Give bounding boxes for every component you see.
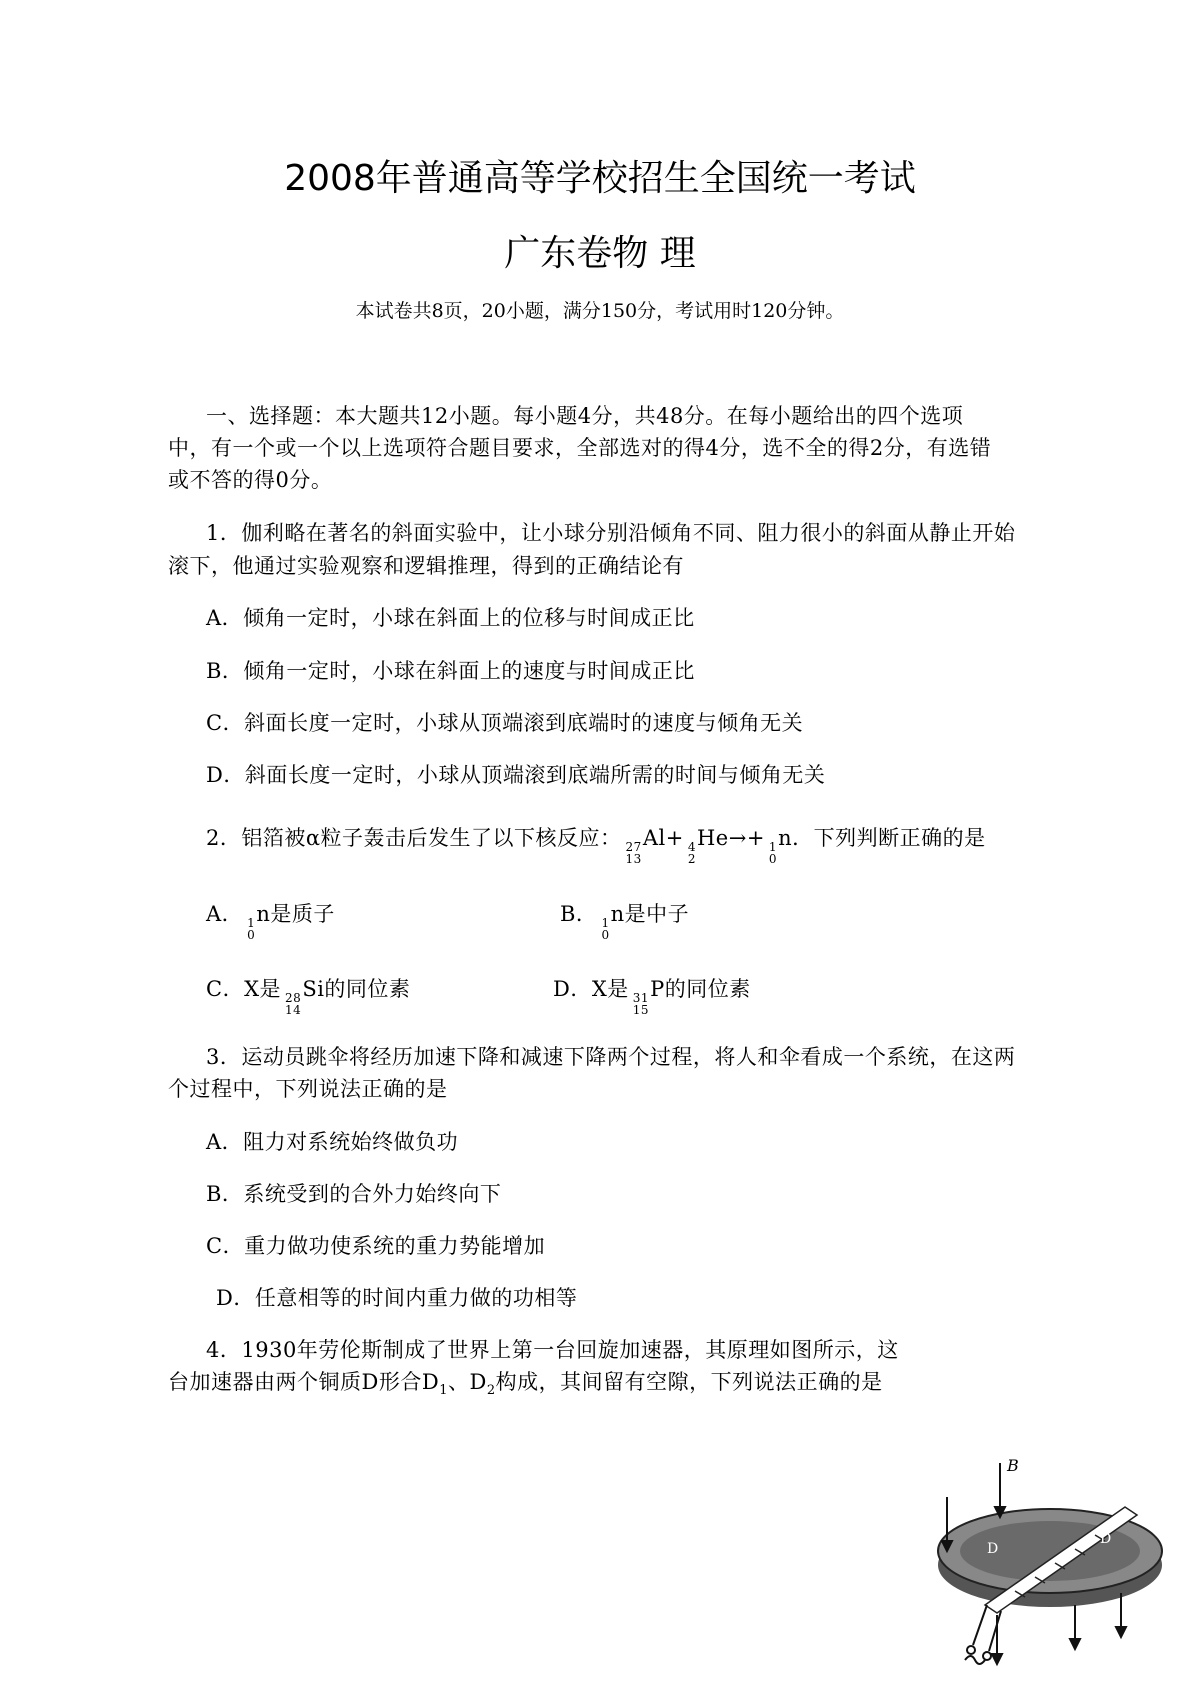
q2-option-d-label: D．X是 [553,977,629,1001]
exam-subtitle: 广东卷物 理 [504,233,696,274]
q2-option-d [553,973,751,1016]
q2-option-c-text: 的同位素 [324,977,411,1001]
q2-option-c-label: C．X是 [206,977,282,1001]
q2-option-b [560,898,689,941]
al-atomic-number: 13 [625,852,642,866]
si-symbol: Si [302,977,325,1001]
q1-option-b: B．倾角一定时，小球在斜面上的速度与时间成正比 [206,659,695,683]
q1-stem-line1: 1．伽利略在著名的斜面实验中，让小球分别沿倾角不同、阻力很小的斜面从静止开始 [206,521,1016,545]
q2-option-a-label: A． [206,902,244,926]
he-mass-number: 4 [687,840,696,854]
nuclide-n-a [247,902,270,941]
nuclide-he [688,826,729,865]
n-atomic-number: 0 [247,928,256,942]
n-mass-number: 1 [768,840,778,854]
si-mass-number: 28 [285,991,302,1005]
al-mass-number: 27 [625,840,642,854]
p-symbol: P [650,977,665,1001]
nuclide-p [633,977,665,1016]
section-intro-line2: 中，有一个或一个以上选项符合题目要求，全部选对的得4分，选不全的得2分，有选错 [168,436,992,460]
n-mass-number: 1 [601,916,610,930]
q2-option-b-text: 是中子 [624,902,690,926]
si-atomic-number: 14 [285,1003,302,1017]
q3-stem-line1: 3．运动员跳伞将经历加速下降和减速下降两个过程，将人和伞看成一个系统，在这两 [206,1045,1016,1069]
he-symbol: He [696,826,729,850]
q4-stem-line2 [168,1366,883,1398]
n-symbol: n [778,826,793,850]
d1-subscript: 1 [439,1383,448,1399]
d1-label: D [987,1541,999,1557]
q3-option-c: C．重力做功使系统的重力势能增加 [206,1234,546,1258]
q2-option-a-text: 是质子 [270,902,335,926]
q2-stem-suffix: ．下列判断正确的是 [792,826,986,850]
nuclide-n-b [601,902,624,941]
p-atomic-number: 15 [632,1003,650,1017]
q4-stem-line2-part1: 台加速器由两个铜质D形合D [168,1370,440,1394]
exam-title: 2008年普通高等学校招生全国统一考试 [284,158,916,199]
q2-option-b-label: B． [560,902,598,926]
n-atomic-number: 0 [768,852,778,866]
q1-stem-line2: 滚下，他通过实验观察和逻辑推理，得到的正确结论有 [168,554,684,578]
n-symbol: n [256,902,271,926]
n-symbol: n [610,902,625,926]
plus-sign: + [665,826,684,850]
d2-label: D [1100,1531,1112,1547]
al-symbol: Al [642,826,666,850]
exam-note: 本试卷共8页，20小题，满分150分，考试用时120分钟。 [355,300,845,322]
section-intro-line1: 一、选择题：本大题共12小题。每小题4分，共48分。在每小题给出的四个选项 [206,404,964,428]
b-field-label: B [1007,1456,1019,1475]
q4-stem-line2-part2: 、D [447,1370,487,1394]
q2-option-a [206,898,335,941]
q1-option-a: A．倾角一定时，小球在斜面上的位移与时间成正比 [206,606,695,630]
q2-option-d-text: 的同位素 [664,977,751,1001]
q1-option-d: D．斜面长度一定时，小球从顶端滚到底端所需的时间与倾角无关 [206,763,826,787]
reaction-arrow: →+ [728,826,765,850]
q2-stem-prefix: 2．铝箔被α粒子轰击后发生了以下核反应： [206,826,622,850]
q3-option-b: B．系统受到的合外力始终向下 [206,1182,502,1206]
nuclide-n [769,826,792,865]
q4-stem-line2-part3: 构成，其间留有空隙，下列说法正确的是 [495,1370,883,1394]
q3-option-a: A．阻力对系统始终做负功 [206,1130,459,1154]
q2-option-c [206,973,410,1016]
section-intro-line3: 或不答的得0分。 [168,468,333,492]
he-atomic-number: 2 [687,852,696,866]
d2-subscript: 2 [486,1383,496,1399]
nuclide-si [285,977,324,1016]
n-mass-number: 1 [247,916,256,930]
q3-option-d: D．任意相等的时间内重力做的功相等 [216,1286,578,1310]
q2-stem [206,822,986,865]
n-atomic-number: 0 [601,928,610,942]
cyclotron-figure [925,1455,1165,1675]
p-mass-number: 31 [632,991,650,1005]
q4-stem-line1: 4．1930年劳伦斯制成了世界上第一台回旋加速器，其原理如图所示，这 [206,1338,899,1362]
q1-option-c: C．斜面长度一定时，小球从顶端滚到底端时的速度与倾角无关 [206,711,804,735]
nuclide-al [626,826,666,865]
q3-stem-line2: 个过程中，下列说法正确的是 [168,1077,448,1101]
